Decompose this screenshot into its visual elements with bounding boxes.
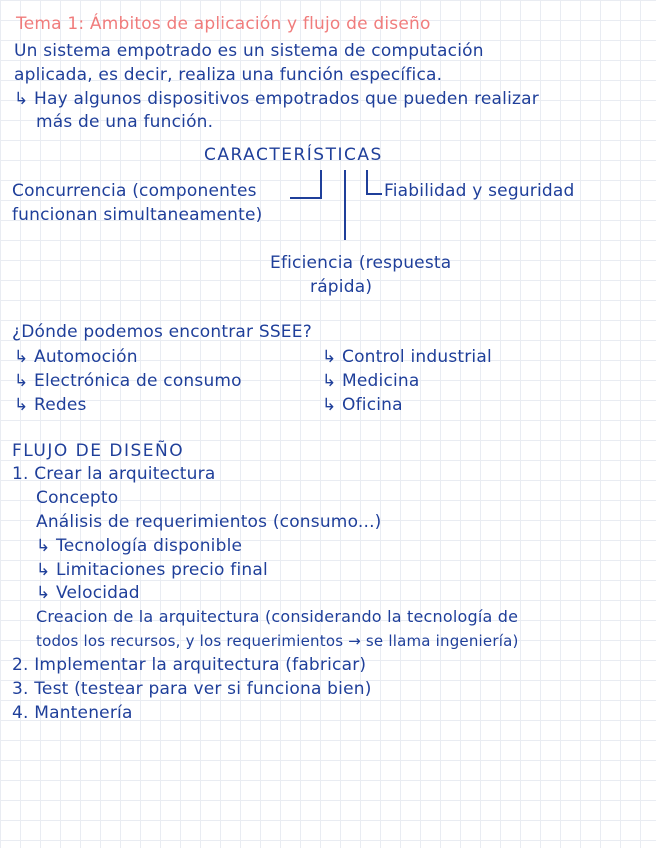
donde-right-item-2: ↳ Medicina [322, 371, 420, 391]
flujo-step-1: 1. Crear la arquitectura [12, 464, 216, 484]
donde-right-item-3: ↳ Oficina [322, 395, 403, 415]
connector-center-vertical [344, 170, 346, 240]
arrow-icon: ↳ [36, 583, 51, 603]
flujo-analisis: Análisis de requerimientos (consumo...) [36, 512, 382, 532]
intro-bullet-line-1: ↳ Hay algunos dispositivos empotrados que pueden realizar [14, 89, 539, 109]
donde-left-item-3: ↳ Redes [14, 395, 87, 415]
flujo-analisis-item-2: ↳ Limitaciones precio final [36, 560, 268, 580]
caracteristica-concurrencia-2: funcionan simultaneamente) [12, 205, 263, 225]
caracteristica-eficiencia-1: Eficiencia (respuesta [270, 253, 452, 273]
caracteristica-concurrencia-1: Concurrencia (componentes [12, 181, 257, 201]
caracteristica-fiabilidad: Fiabilidad y seguridad [384, 181, 575, 201]
connector-right-vertical [366, 170, 368, 194]
flujo-analisis-item-3: ↳ Velocidad [36, 583, 140, 603]
flujo-creacion-1: Creacion de la arquitectura (considerando la tecnología de [36, 607, 519, 626]
donde-right-item-1: ↳ Control industrial [322, 347, 492, 367]
arrow-icon: ↳ [322, 347, 337, 367]
flujo-step-2: 2. Implementar la arquitectura (fabricar) [12, 655, 367, 675]
arrow-icon: ↳ [36, 536, 51, 556]
flujo-step-4: 4. Mantenería [12, 703, 133, 723]
arrow-icon: ↳ [322, 395, 337, 415]
flujo-step-3: 3. Test (testear para ver si funciona bien) [12, 679, 372, 699]
connector-left-horizontal [290, 197, 322, 199]
flujo-analisis-item-1: ↳ Tecnología disponible [36, 536, 243, 556]
intro-bullet-line-2: más de una función. [36, 112, 214, 132]
flujo-heading: FLUJO DE DISEÑO [12, 441, 185, 461]
intro-line-1: Un sistema empotrado es un sistema de computación [14, 41, 484, 61]
arrow-icon: ↳ [14, 347, 29, 367]
arrow-icon: ↳ [36, 560, 51, 580]
connector-left-vertical [320, 170, 322, 198]
donde-left-item-1: ↳ Automoción [14, 347, 138, 367]
caracteristicas-heading: CARACTERÍSTICAS [204, 145, 383, 165]
flujo-concepto: Concepto [36, 488, 119, 508]
intro-line-2: aplicada, es decir, realiza una función específica. [14, 65, 443, 85]
arrow-icon: ↳ [322, 371, 337, 391]
connector-right-horizontal [366, 193, 382, 195]
arrow-icon: ↳ [14, 371, 29, 391]
donde-question: ¿Dónde podemos encontrar SSEE? [12, 322, 312, 342]
donde-left-item-2: ↳ Electrónica de consumo [14, 371, 242, 391]
page-title: Tema 1: Ámbitos de aplicación y flujo de diseño [16, 14, 431, 34]
flujo-creacion-2: todos los recursos, y los requerimientos → se llama ingeniería) [36, 632, 519, 650]
caracteristica-eficiencia-2: rápida) [310, 277, 373, 297]
arrow-icon: ↳ [14, 395, 29, 415]
arrow-icon: ↳ [14, 89, 29, 109]
